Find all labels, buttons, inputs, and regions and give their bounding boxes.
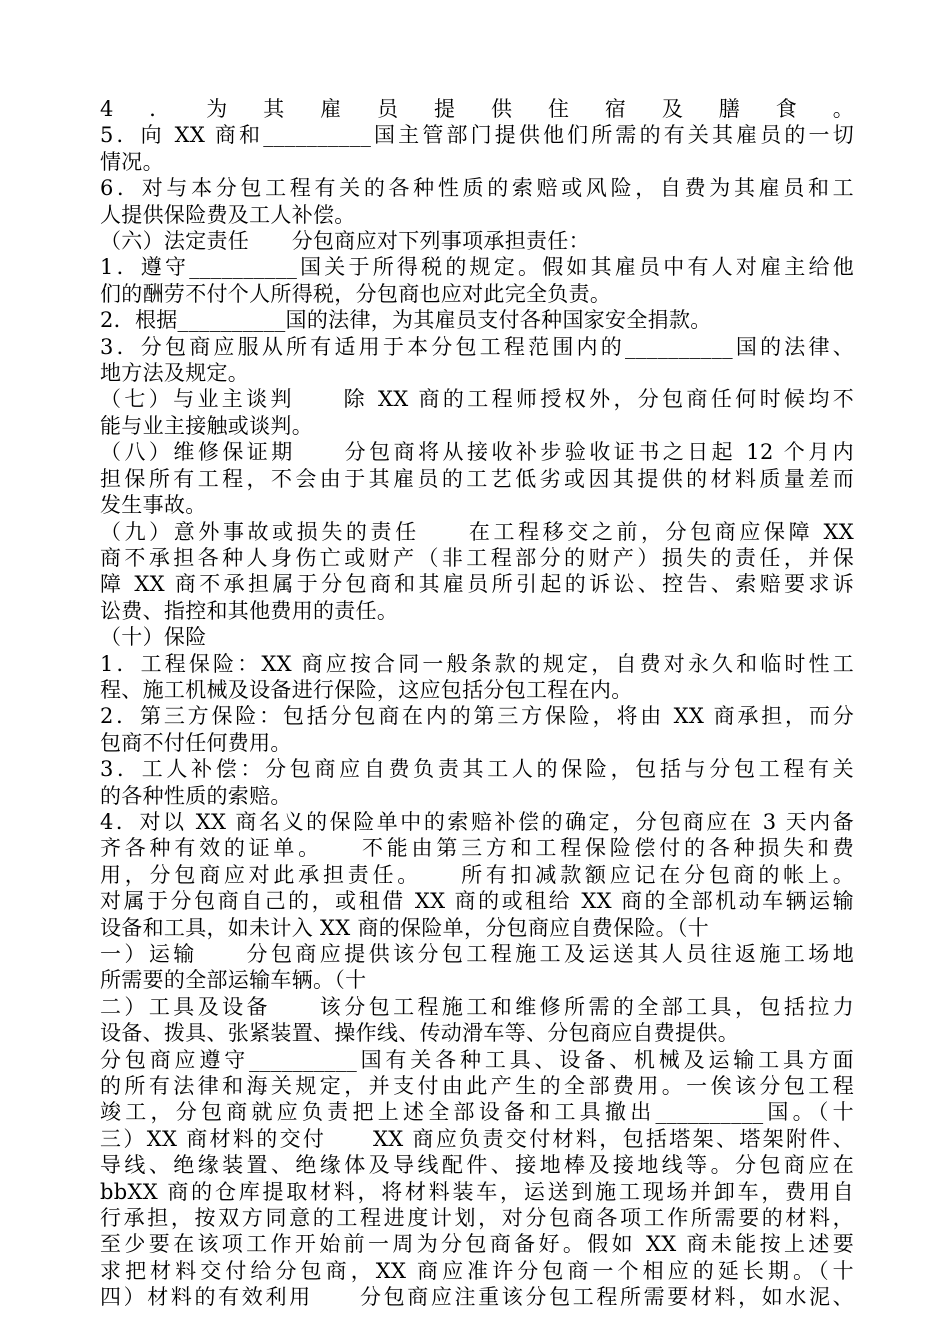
document-text-line: 地方法及规定。 [100, 361, 250, 386]
document-text-line: （十）保险 [100, 625, 207, 650]
document-text-line: 至少要在该项工作开始前一周为分包商备好。假如 XX 商未能按上述要 [100, 1232, 854, 1257]
document-text-line: （七）与业主谈判 除 XX 商的工程师授权外，分包商任何时候均不 [100, 387, 854, 412]
document-text-line: 5．向 XX 商和__________国主管部门提供他们所需的有关其雇员的一切 [100, 123, 854, 148]
document-text-line: 导线、绝缘装置、绝缘体及导线配件、接地棒及接地线等。分包商应在 [100, 1153, 854, 1178]
document-text-line: 讼费、指控和其他费用的责任。 [100, 598, 399, 623]
document-text-line: 3．工人补偿：分包商应自费负责其工人的保险，包括与分包工程有关 [100, 757, 854, 782]
document-text-line: 对属于分包商自己的，或租借 XX 商的或租给 XX 商的全部机动车辆运输 [100, 889, 854, 914]
document-text-line: （九）意外事故或损失的责任 在工程移交之前，分包商应保障 XX [100, 519, 854, 544]
document-text-line: 1．遵守__________国关于所得税的规定。假如其雇员中有人对雇主给他 [100, 255, 854, 280]
document-text-line: （八）维修保证期 分包商将从接收补步验收证书之日起 12 个月内 [100, 440, 854, 465]
document-text-line: 6．对与本分包工程有关的各种性质的索赔或风险，自费为其雇员和工 [100, 176, 854, 201]
document-text-line: 发生事故。 [100, 493, 207, 518]
document-text-line: 2．根据__________国的法律，为其雇员支付各种国家安全捐款。 [100, 308, 712, 333]
document-text-line: 包商不付任何费用。 [100, 730, 292, 755]
document-text-line: 1．工程保险：XX 商应按合同一般条款的规定，自费对永久和临时性工 [100, 651, 854, 676]
document-text-line: 二）工具及设备 该分包工程施工和维修所需的全部工具，包括拉力 [100, 994, 854, 1019]
document-text-line: 设备、拨具、张紧装置、操作线、传动滑车等、分包商应自费提供。 [100, 1021, 739, 1046]
document-text-line: 行承担，按双方同意的工程进度计划，对分包商各项工作所需要的材料， [100, 1206, 854, 1231]
document-text-line: 能与业主接触或谈判。 [100, 413, 313, 438]
document-text-line: 一）运输 分包商应提供该分包工程施工及运送其人员往返施工场地 [100, 942, 854, 966]
document-text-line: 障 XX 商不承担属于分包商和其雇员所引起的诉讼、控告、索赔要求诉 [100, 572, 854, 597]
document-text-line: 程、施工机械及设备进行保险，这应包括分包工程在内。 [100, 677, 633, 702]
document-text-line: 齐各种有效的证单。 不能由第三方和工程保险偿付的各种损失和费 [100, 836, 854, 861]
document-text-line: bbXX 商的仓库提取材料，将材料装车，运送到施工现场并卸车，费用自 [100, 1179, 854, 1204]
document-text-line: 4．为其雇员提供住宿及膳食。 [100, 97, 854, 121]
document-text-line: 们的酬劳不付个人所得税，分包商也应对此完全负责。 [100, 281, 612, 306]
document-text-line: 分包商应遵守__________国有关各种工具、设备、机械及运输工具方面 [100, 1047, 854, 1072]
document-text-line: 的各种性质的索赔。 [100, 783, 292, 808]
document-text-line: 的所有法律和海关规定，并支付由此产生的全部费用。一俟该分包工程 [100, 1074, 854, 1099]
document-text-line: 人提供保险费及工人补偿。 [100, 202, 356, 227]
document-text-line: 情况。 [100, 149, 164, 174]
document-text-line: 商不承担各种人身伤亡或财产（非工程部分的财产）损失的责任，并保 [100, 545, 854, 570]
document-text-line: 担保所有工程，不会由于其雇员的工艺低劣或因其提供的材料质量差而 [100, 466, 854, 491]
document-text-line: 用，分包商应对此承担责任。 所有扣减款额应记在分包商的帐上。 [100, 862, 854, 887]
document-text-line: 所需要的全部运输车辆。（十 [100, 968, 367, 993]
document-text-line: 3．分包商应服从所有适用于本分包工程范围内的__________国的法律、 [100, 334, 854, 359]
document-text-line: 四）材料的有效利用 分包商应注重该分包工程所需要材料，如水泥、 [100, 1285, 854, 1310]
document-text-line: 4．对以 XX 商名义的保险单中的索赔补偿的确定，分包商应在 3 天内备 [100, 809, 854, 834]
document-text-line: 三）XX 商材料的交付 XX 商应负责交付材料，包括塔架、塔架附件、 [100, 1126, 854, 1151]
document-text-line: 2．第三方保险：包括分包商在内的第三方保险，将由 XX 商承担，而分 [100, 704, 854, 729]
document-text-line: 竣工，分包商就应负责把上述全部设备和工具撤出__________国。（十 [100, 1100, 854, 1125]
document-text-line: 求把材料交付给分包商，XX 商应准许分包商一个相应的延长期。（十 [100, 1258, 854, 1283]
document-text-line: （六）法定责任 分包商应对下列事项承担责任： [100, 229, 590, 254]
document-text-line: 设备和工具，如未计入 XX 商的保险单，分包商应自费保险。（十 [100, 915, 710, 940]
